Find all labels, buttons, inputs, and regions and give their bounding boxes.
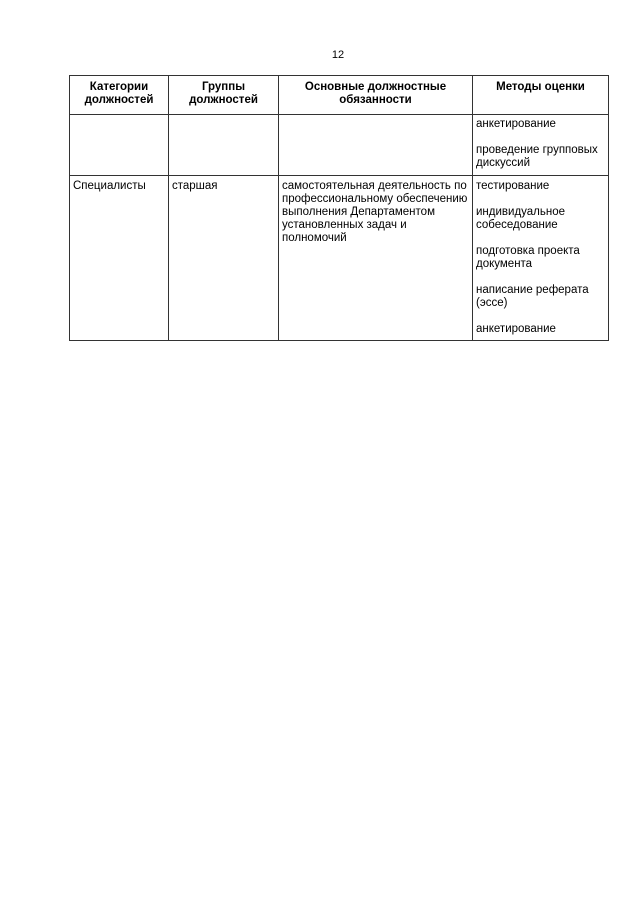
method-item: написание реферата (эссе) [476, 284, 589, 309]
cell-category [70, 115, 169, 176]
cell-group [169, 115, 279, 176]
cell-group: старшая [169, 176, 279, 341]
header-categories: Категории должностей [70, 76, 169, 115]
method-item: анкетирование [476, 323, 556, 335]
table-row [70, 176, 609, 341]
method-item: анкетирование [476, 118, 556, 130]
cell-duties [279, 115, 473, 176]
table-row [70, 115, 609, 176]
header-duties: Основные должностные обязанности [279, 76, 473, 115]
page-number: 12 [331, 49, 345, 61]
method-item: подготовка проекта документа [476, 245, 580, 270]
method-item: проведение групповых дискуссий [476, 144, 598, 169]
method-item: тестирование [476, 180, 550, 192]
cell-methods [473, 115, 609, 176]
cell-category: Специалисты [70, 176, 169, 341]
header-methods: Методы оценки [473, 76, 609, 115]
cell-methods [473, 176, 609, 341]
cell-duties: самостоятельная деятельность по профессиональному обеспечению выполнения Департаментом установленных задач и полномочий [279, 176, 473, 341]
table-header-row [70, 76, 609, 115]
method-item: индивидуальное собеседование [476, 206, 566, 231]
positions-table [69, 75, 609, 341]
header-groups: Группы должностей [169, 76, 279, 115]
